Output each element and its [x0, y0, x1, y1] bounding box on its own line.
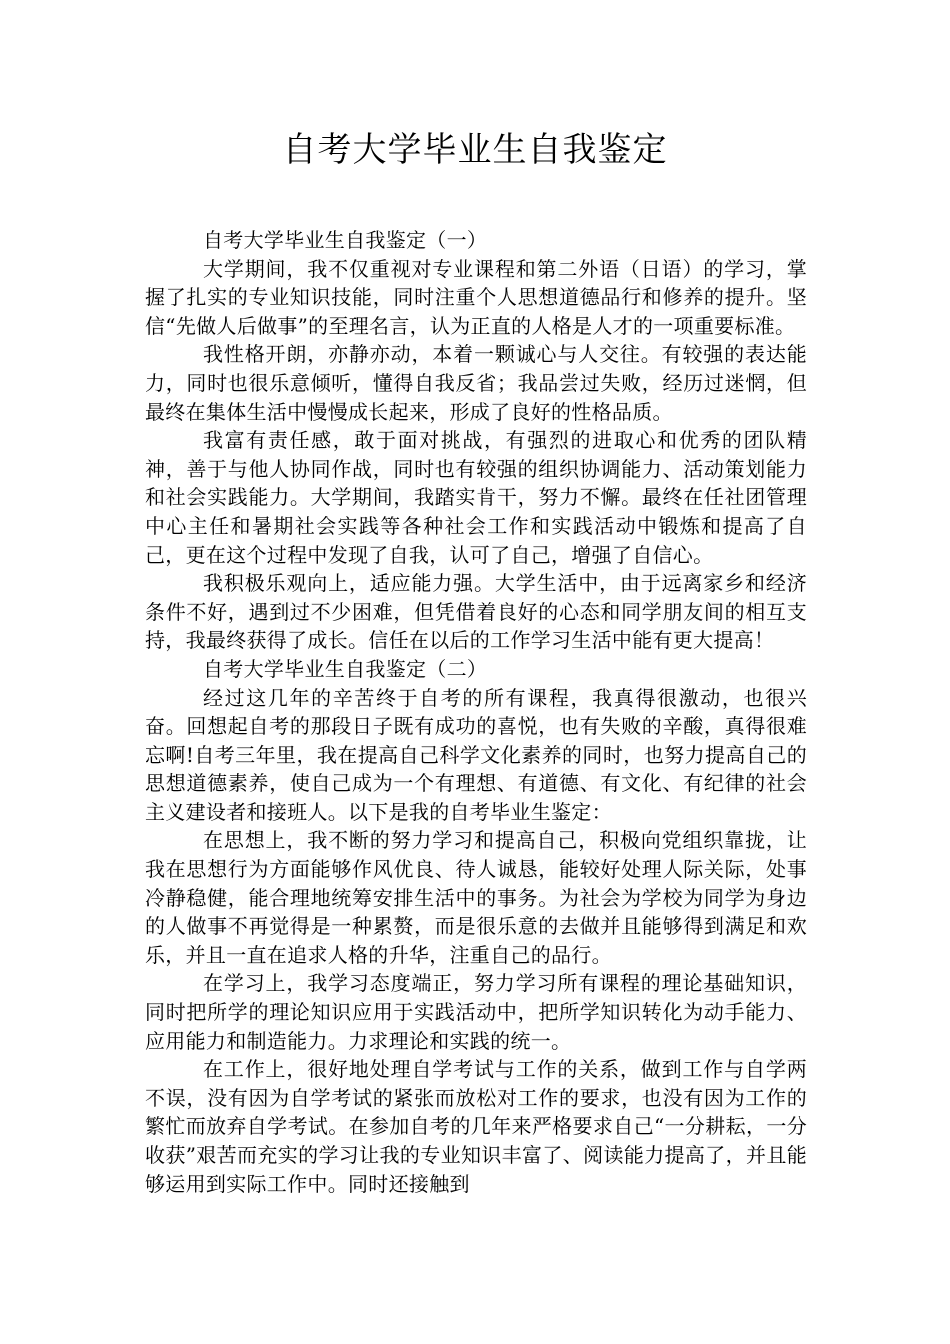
section-heading-2: 自考大学毕业生自我鉴定（二）: [203, 656, 488, 681]
paragraph: 在学习上，我学习态度端正，努力学习所有课程的理论基础知识，同时把所学的理论知识应用于实践活动中，把所学知识转化为动手能力、应用能力和制造能力。力求理论和实践的统一。: [145, 971, 807, 1053]
paragraph: 大学期间，我不仅重视对专业课程和第二外语（日语）的学习，掌握了扎实的专业知识技能，同时注重个人思想道德品行和修养的提升。坚信“先做人后做事”的至理名言，认为正直的人格是人才的一项重要标准。: [145, 256, 807, 338]
paragraph: 我积极乐观向上，适应能力强。大学生活中，由于远离家乡和经济条件不好，遇到过不少困难，但凭借着良好的心态和同学朋友间的相互支持，我最终获得了成长。信任在以后的工作学习生活中能有更大提高！: [145, 571, 807, 653]
paragraph: 在思想上，我不断的努力学习和提高自己，积极向党组织靠拢，让我在思想行为方面能够作风优良、待人诚恳，能较好处理人际关际，处事冷静稳健，能合理地统筹安排生活中的事务。为社会为学校为同学为身边的人做事不再觉得是一种累赘，而是很乐意的去做并且能够得到满足和欢乐，并且一直在追求人格的升华，注重自己的品行。: [145, 828, 807, 967]
paragraph: 在工作上，很好地处理自学考试与工作的关系，做到工作与自学两不误，没有因为自学考试的紧张而放松对工作的要求，也没有因为工作的繁忙而放弃自学考试。在参加自考的几年来严格要求自己“一分耕耘，一分收获”艰苦而充实的学习让我的专业知识丰富了、阅读能力提高了，并且能够运用到实际工作中。同时还接触到: [145, 1057, 807, 1196]
paragraph: 我富有责任感，敢于面对挑战，有强烈的进取心和优秀的团队精神，善于与他人协同作战，同时也有较强的组织协调能力、活动策划能力和社会实践能力。大学期间，我踏实肯干，努力不懈。最终在任社团管理中心主任和暑期社会实践等各种社会工作和实践活动中锻炼和提高了自己，更在这个过程中发现了自我，认可了自己，增强了自信心。: [145, 428, 807, 567]
paragraph: 经过这几年的辛苦终于自考的所有课程，我真得很激动，也很兴奋。回想起自考的那段日子既有成功的喜悦，也有失败的辛酸，真得很难忘啊!自考三年里，我在提高自己科学文化素养的同时，也努力提高自己的思想道德素养，使自己成为一个有理想、有道德、有文化、有纪律的社会主义建设者和接班人。以下是我的自考毕业生鉴定：: [145, 685, 807, 824]
document-body: [145, 226, 807, 1198]
paragraph: 我性格开朗，亦静亦动，本着一颗诚心与人交往。有较强的表达能力，同时也很乐意倾听，懂得自我反省；我品尝过失败，经历过迷惘，但最终在集体生活中慢慢成长起来，形成了良好的性格品质。: [145, 342, 807, 424]
document-title: 自考大学毕业生自我鉴定: [282, 130, 668, 170]
section-heading-1: 自考大学毕业生自我鉴定（一）: [203, 228, 488, 252]
